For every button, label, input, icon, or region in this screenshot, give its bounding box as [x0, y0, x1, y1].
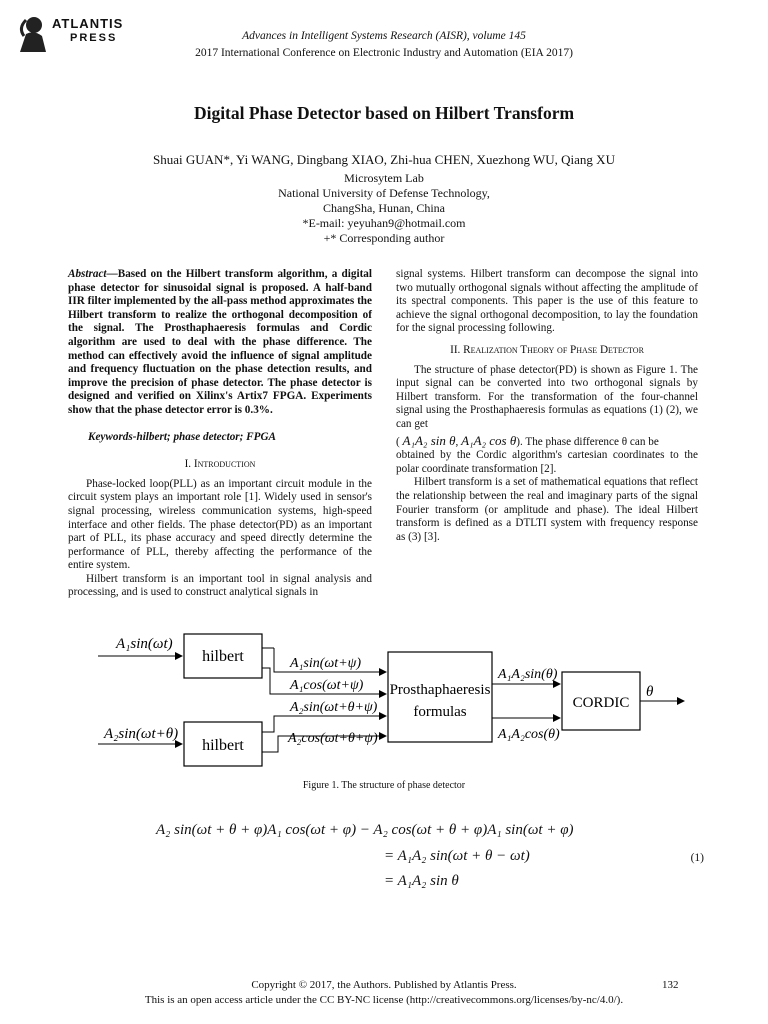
- right-paragraph-1a: The structure of phase detector(PD) is shown as Figure 1. The input signal can be converted into two orthogonal signals by Hilbert transform. For the transformation of the four-channel signal using the Prosthaphaeresis formulas as equations (1) (2), we can get: [396, 363, 698, 430]
- output-label-cos: A₁A₂cos(θ): [498, 727, 560, 742]
- math-open-paren: (: [396, 435, 400, 448]
- hilbert-label-1: hilbert: [202, 648, 244, 665]
- affiliation-email: *E-mail: yeyuhan9@hotmail.com: [302, 216, 466, 230]
- cordic-label: CORDIC: [572, 695, 630, 711]
- publisher-word1: ATLANTIS: [52, 16, 124, 31]
- output-label-sin: A₁A₂sin(θ): [498, 667, 558, 682]
- right-column: [396, 268, 698, 544]
- affiliation-note: +* Corresponding author: [323, 231, 445, 245]
- equation-line-1: A₂ sin(ωt + θ + φ)A₁ cos(ωt + φ) − A₂ cos(ωt + θ + φ)A₁ sin(ωt + φ): [156, 822, 574, 838]
- theta-output-label: θ: [646, 684, 654, 700]
- section-heading-introduction: I. Introduction: [184, 458, 256, 471]
- journal-series: Advances in Intelligent Systems Research (AISR), volume 145: [242, 30, 526, 42]
- signal-label-2: A₁cos(ωt+ψ): [290, 678, 364, 693]
- right-paragraph-2: Hilbert transform is a set of mathematical equations that reflect the relationship between the real and imaginary parts of the signal Fourier transform (or amplitude and phase). The ideal Hilbert transform is defined as a DTLTI system with frequency response as (3) [3].: [396, 476, 698, 543]
- affiliation-lab: Microsytem Lab: [344, 171, 424, 185]
- intro-paragraph-2: Hilbert transform is an important tool in signal analysis and processing, and is used to construct analytical signals in: [68, 572, 372, 599]
- affiliation-block: [0, 171, 768, 246]
- author-list: Shuai GUAN*, Yi WANG, Dingbang XIAO, Zhi-hua CHEN, Xuezhong WU, Qiang XU: [153, 152, 615, 167]
- signal-label-1: A₁sin(ωt+ψ): [290, 656, 361, 671]
- equation-line-2: = A₁A₂ sin(ωt + θ − ωt): [384, 848, 530, 864]
- keywords: Keywords-hilbert; phase detector; FPGA: [88, 430, 276, 443]
- abstract-label: Abstract: [68, 268, 107, 280]
- right-paragraph-1-math: [396, 434, 698, 450]
- formulas-label: formulas: [413, 704, 467, 720]
- figure-phase-detector-diagram: [94, 632, 714, 782]
- equation-1: [156, 822, 716, 902]
- intro-paragraph-1: Phase-locked loop(PLL) as an important circuit module in the circuit system plays an important role [1]. Widely used in sensor's signal processing, wireless communication systems, high-speed interface and other fields. The phase detector(PD) as an important part of PLL, its phase accuracy and speed directly determine the performance of PLL, thereby affecting the performance of the entire system.: [68, 477, 372, 572]
- signal-label-4: A₂cos(ωt+θ+ψ): [288, 731, 378, 746]
- right-paragraph-0: signal systems. Hilbert transform can decompose the signal into two mutually orthogonal signals without affecting the amplitude of its spectral components. This paper is the use of this feature to achieve the signal orthogonal decomposition, to lay the foundation for the signal processing following.: [396, 268, 698, 335]
- equation-number: (1): [690, 852, 704, 864]
- figure-caption: Figure 1. The structure of phase detector: [302, 780, 466, 791]
- paper-title: Digital Phase Detector based on Hilbert Transform: [193, 103, 575, 123]
- right-paragraph-1c: obtained by the Cordic algorithm's cartesian coordinates to the polar coordinate transformation [2].: [396, 449, 698, 475]
- inline-math-sin: A₁A₂ sin θ: [402, 432, 456, 448]
- input-label-1: A₁sin(ωt): [116, 636, 173, 652]
- publisher-word2: PRESS: [70, 32, 118, 44]
- license-notice: This is an open access article under the CC BY-NC license (http://creativecommons.org/licenses/by-nc/4.0/).: [144, 994, 624, 1006]
- prosthaphaeresis-label: Prosthaphaeresis: [389, 682, 491, 698]
- section-heading-realization: II. Realization Theory of Phase Detector: [450, 343, 644, 356]
- left-column: [68, 268, 372, 600]
- conference-name: 2017 International Conference on Electronic Industry and Automation (EIA 2017): [195, 47, 573, 59]
- abstract: [68, 268, 372, 418]
- math-comma: ,: [455, 435, 459, 448]
- abstract-text: —Based on the Hilbert transform algorithm, a digital phase detector for sinusoidal signal is proposed. A half-band IIR filter implemented by the all-pass method approximates the Hilbert transform to realize the orthogonal decomposition of the signal. The Prosthaphaeresis formulas and Cordic algorithm are used to deal with the phase difference. The method can effectively avoid the influence of signal amplitude and frequency fluctuation on the phase detection results, and improve the precision of phase detector. The phase detector is designed and verified on Xilinx's Artix7 FPGA. Experiments show that the phase detector error is 0.3%.: [68, 268, 372, 416]
- signal-label-3: A₂sin(ωt+θ+ψ): [290, 700, 378, 715]
- affiliation-city: ChangSha, Hunan, China: [323, 201, 445, 215]
- hilbert-label-2: hilbert: [202, 737, 244, 754]
- equation-line-3: = A₁A₂ sin θ: [384, 873, 459, 889]
- copyright-notice: Copyright © 2017, the Authors. Published by Atlantis Press.: [251, 979, 517, 991]
- input-label-2: A₂sin(ωt+θ): [104, 726, 179, 742]
- inline-math-cos: A₁A₂ cos θ: [461, 432, 517, 448]
- page-number: 132: [662, 979, 679, 991]
- right-paragraph-1b: ). The phase difference θ can be: [516, 435, 659, 448]
- signal-arrow-3: [262, 716, 386, 732]
- affiliation-university: National University of Defense Technology,: [278, 186, 490, 200]
